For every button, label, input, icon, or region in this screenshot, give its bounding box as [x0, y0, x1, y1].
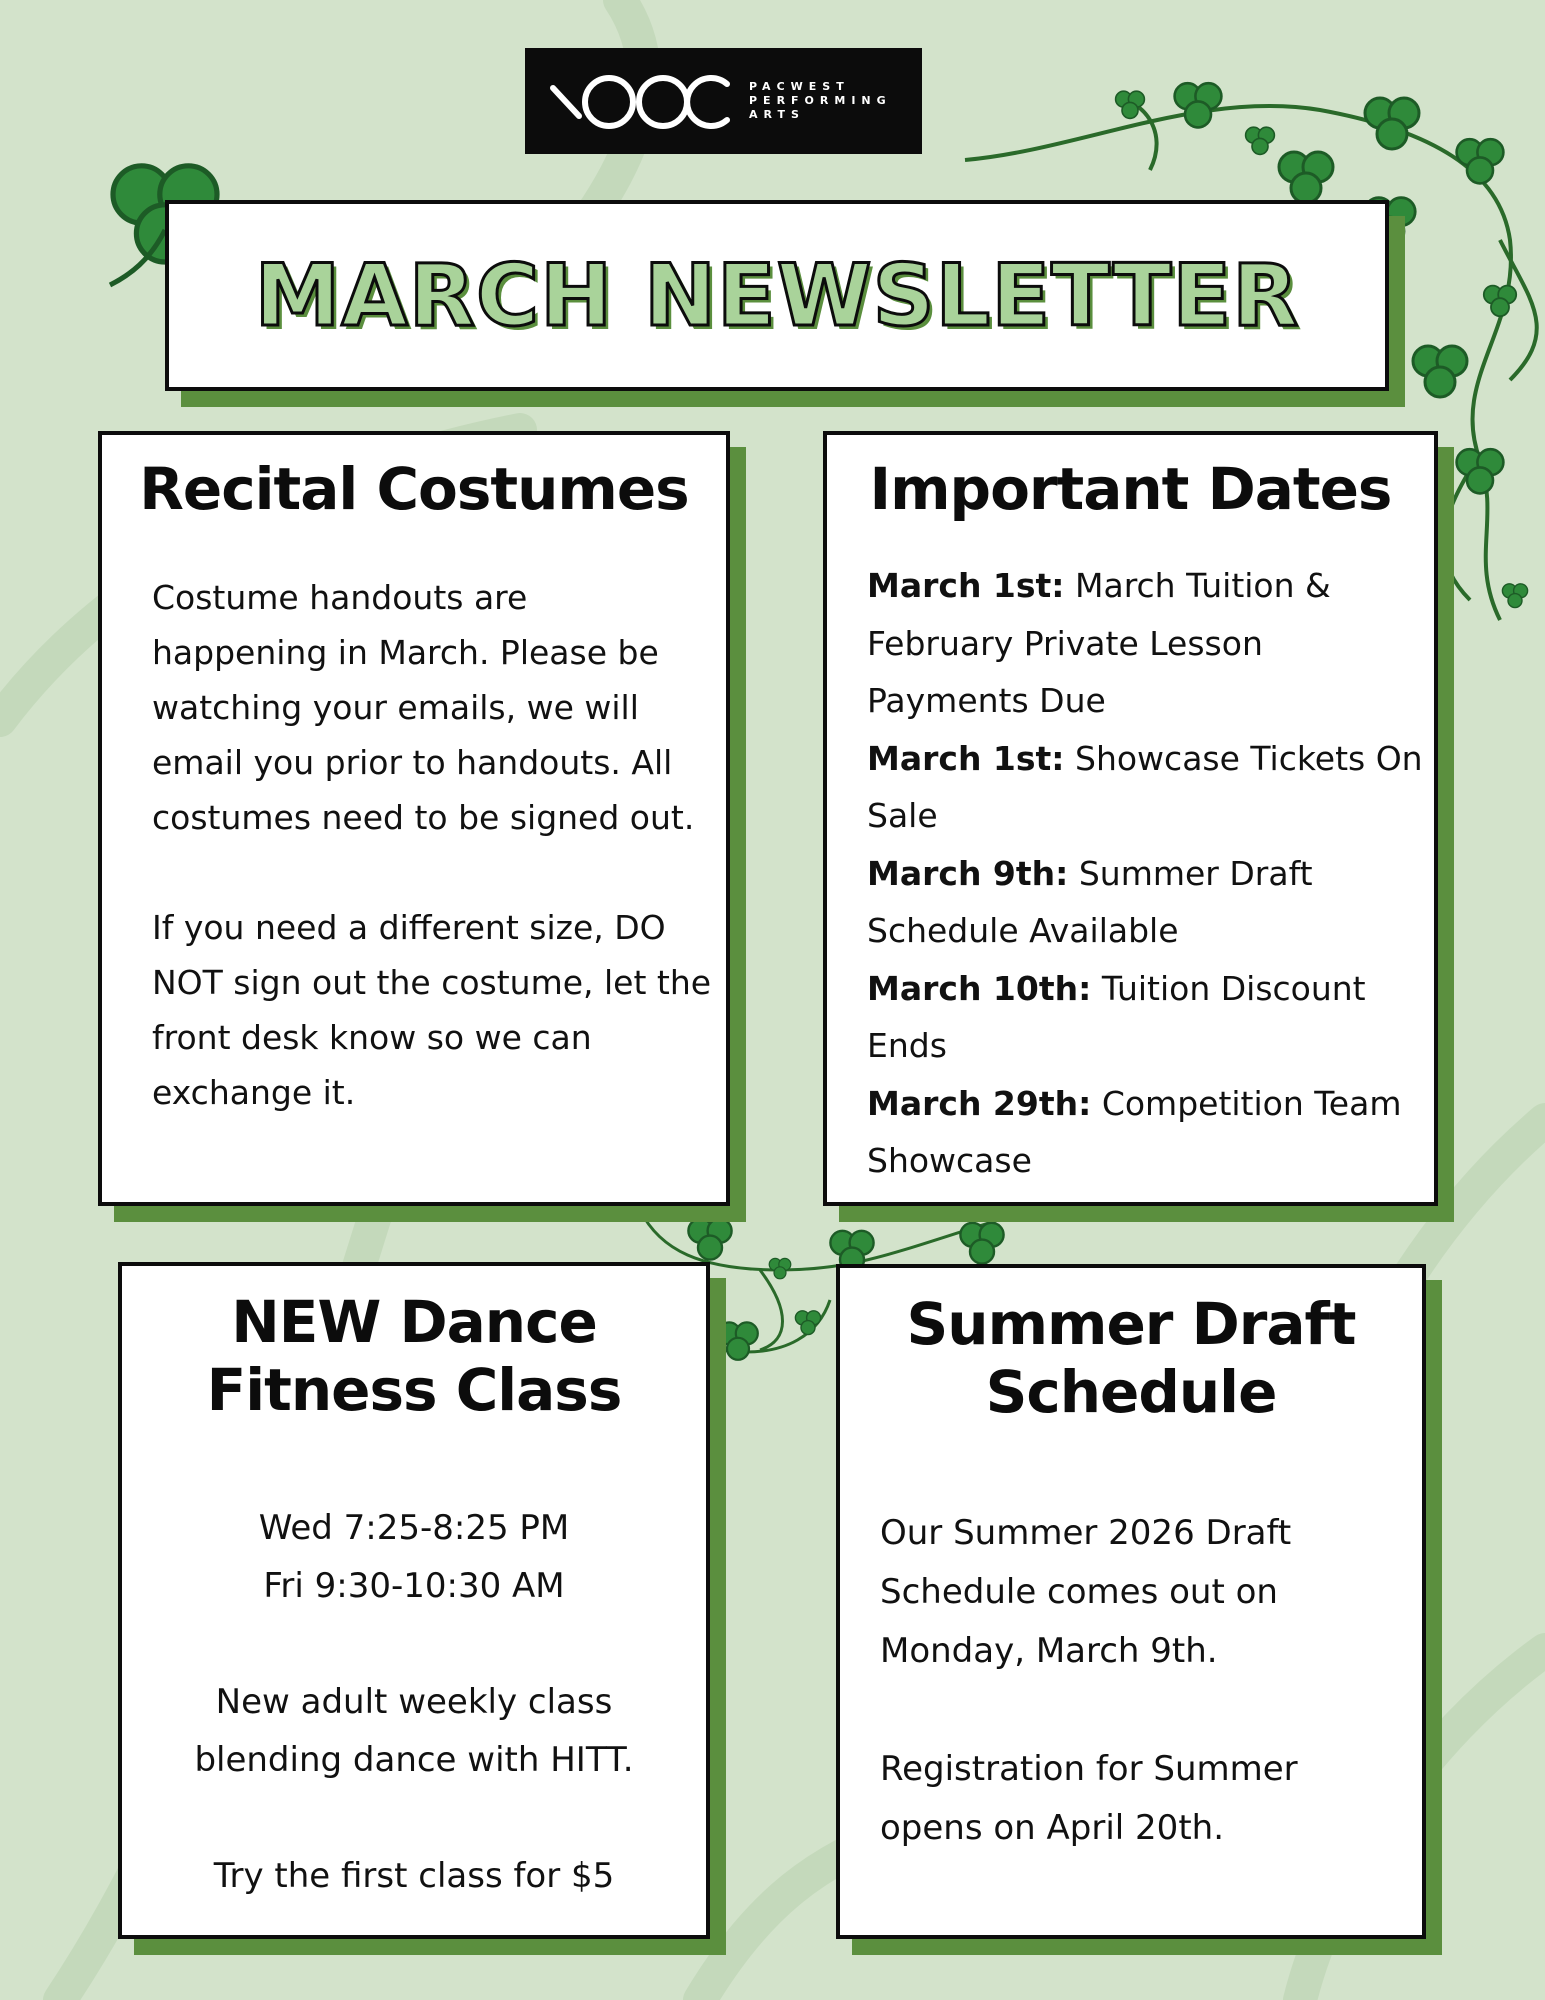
date-item — [867, 557, 1432, 730]
recital-costumes-heading: Recital Costumes — [139, 455, 689, 523]
summer-draft-heading — [840, 1290, 1422, 1427]
logo-mark-icon — [545, 66, 735, 136]
date-label: March 29th: — [867, 1083, 1092, 1123]
dance-fitness-body — [122, 1499, 706, 1905]
date-text: March Tuition & February Private Lesson Payments Due — [867, 566, 1331, 720]
costumes-paragraph: If you need a different size, DO NOT sign out the costume, let the front desk know so we can exchange it. — [152, 908, 712, 1112]
date-text: Summer Draft Schedule Available — [867, 853, 1313, 950]
date-text: Showcase Tickets On Sale — [867, 738, 1423, 835]
date-item — [867, 730, 1432, 845]
date-text: Tuition Discount Ends — [867, 968, 1366, 1065]
date-text: Competition Team Showcase — [867, 1083, 1402, 1180]
brand-logo — [525, 48, 922, 154]
important-dates-card — [823, 431, 1438, 1206]
class-time: Wed 7:25-8:25 PM — [258, 1508, 570, 1548]
date-item — [867, 845, 1432, 960]
class-time: Fri 9:30-10:30 AM — [263, 1566, 565, 1606]
date-label: March 1st: — [867, 738, 1065, 778]
important-dates-heading: Important Dates — [869, 455, 1392, 523]
newsletter-title-banner — [165, 200, 1389, 391]
dance-fitness-heading — [122, 1288, 706, 1425]
dance-fitness-card — [118, 1262, 710, 1939]
date-label: March 1st: — [867, 566, 1065, 605]
summer-paragraph: Our Summer 2026 Draft Schedule comes out on Monday, March 9th. — [880, 1513, 1292, 1671]
summer-draft-card — [836, 1264, 1426, 1939]
summer-draft-body — [880, 1504, 1400, 1858]
date-item — [867, 1075, 1432, 1190]
summer-draft-heading-line1: Summer Draft — [906, 1290, 1356, 1358]
costumes-paragraph: Costume handouts are happening in March. Please be watching your emails, we will email you prior to handouts. All costumes need to be signed out. — [152, 578, 695, 837]
summer-draft-heading-line2: Schedule — [985, 1358, 1277, 1427]
recital-costumes-body — [152, 570, 712, 1120]
logo-line-2: PERFORMING — [749, 94, 892, 107]
date-label: March 10th: — [867, 968, 1092, 1008]
logo-line-3: ARTS — [749, 108, 805, 121]
date-item — [867, 960, 1432, 1075]
newsletter-title: MARCH NEWSLETTER — [254, 246, 1300, 346]
summer-paragraph: Registration for Summer opens on April 20th. — [880, 1749, 1298, 1848]
class-offer: Try the first class for $5 — [213, 1856, 615, 1896]
dance-fitness-heading-line2: Fitness Class — [206, 1356, 622, 1425]
important-dates-list — [867, 557, 1432, 1190]
dance-fitness-heading-line1: NEW Dance — [231, 1288, 597, 1356]
class-description: New adult weekly class blending dance with HITT. — [194, 1682, 634, 1780]
recital-costumes-card — [98, 431, 730, 1206]
logo-line-1: PACWEST — [749, 80, 850, 93]
date-label: March 9th: — [867, 853, 1069, 893]
logo-wordmark — [749, 80, 892, 122]
